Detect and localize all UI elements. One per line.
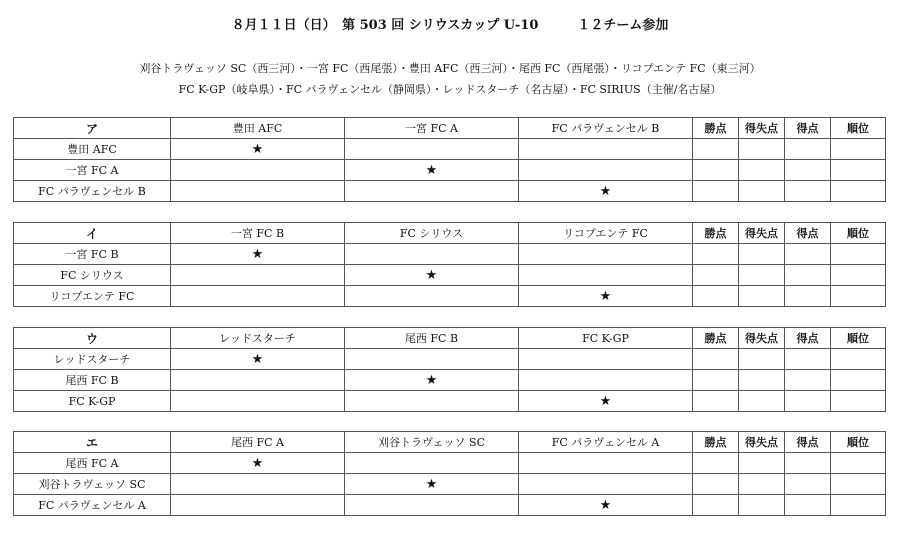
stat-cell — [739, 495, 785, 516]
opponent-column-header: 一宮 FC A — [345, 118, 519, 139]
stat-cell — [693, 286, 739, 307]
stat-column-header: 得点 — [785, 118, 831, 139]
opponent-column-header: FC K-GP — [519, 328, 693, 349]
team-name: 尾西 FC A — [14, 453, 171, 474]
match-result-cell — [171, 265, 345, 286]
match-result-cell — [171, 181, 345, 202]
stat-cell — [785, 495, 831, 516]
match-result-cell — [519, 139, 693, 160]
participating-teams-line-2: FC K-GP（岐阜県）・FC パラヴェンセル（静岡県）・レッドスターチ（名古屋）・FC SIRIUS（主催/名古屋） — [178, 83, 722, 96]
opponent-column-header: FC パラヴェンセル A — [519, 432, 693, 453]
match-result-cell — [345, 181, 519, 202]
match-result-cell — [171, 474, 345, 495]
stat-cell — [831, 244, 886, 265]
table-row — [14, 453, 886, 474]
match-result-cell — [345, 453, 519, 474]
stat-column-header: 順位 — [831, 432, 886, 453]
stat-cell — [785, 139, 831, 160]
opponent-column-header: 尾西 FC A — [171, 432, 345, 453]
stat-column-header: 得点 — [785, 223, 831, 244]
stat-cell — [739, 453, 785, 474]
self-match-star: ★ — [519, 181, 693, 202]
match-result-cell — [171, 286, 345, 307]
opponent-column-header: 刈谷トラヴェッソ SC — [345, 432, 519, 453]
match-result-cell — [519, 160, 693, 181]
table-row — [14, 181, 886, 202]
group-name: ウ — [14, 328, 171, 349]
stat-cell — [693, 139, 739, 160]
stat-cell — [831, 160, 886, 181]
team-name: FC パラヴェンセル A — [14, 495, 171, 516]
opponent-column-header: FC シリウス — [345, 223, 519, 244]
self-match-star: ★ — [171, 349, 345, 370]
stat-cell — [785, 244, 831, 265]
stat-cell — [693, 453, 739, 474]
stat-cell — [831, 286, 886, 307]
match-result-cell — [519, 474, 693, 495]
self-match-star: ★ — [519, 391, 693, 412]
group-table — [13, 327, 886, 412]
match-result-cell — [519, 349, 693, 370]
stat-cell — [693, 160, 739, 181]
match-result-cell — [345, 286, 519, 307]
stat-cell — [785, 265, 831, 286]
stat-column-header: 得点 — [785, 328, 831, 349]
match-result-cell — [171, 495, 345, 516]
table-row — [14, 474, 886, 495]
team-name: FC K-GP — [14, 391, 171, 412]
stat-cell — [693, 370, 739, 391]
stat-cell — [739, 349, 785, 370]
stat-cell — [693, 495, 739, 516]
self-match-star: ★ — [171, 244, 345, 265]
self-match-star: ★ — [171, 453, 345, 474]
self-match-star: ★ — [345, 265, 519, 286]
stat-cell — [739, 139, 785, 160]
participating-teams-line-1: 刈谷トラヴェッソ SC（西三河）・一宮 FC（西尾張）・豊田 AFC（西三河）・尾西 FC（西尾張）・リコプエンテ FC（東三河） — [139, 62, 761, 75]
stat-cell — [831, 495, 886, 516]
match-result-cell — [345, 391, 519, 412]
page-title: ８月１１日（日） 第 503 回 シリウスカップ U-10 １２チーム参加 — [231, 18, 669, 33]
stat-cell — [693, 349, 739, 370]
stat-cell — [785, 286, 831, 307]
table-row — [14, 349, 886, 370]
opponent-column-header: 豊田 AFC — [171, 118, 345, 139]
stat-cell — [831, 370, 886, 391]
stat-cell — [739, 474, 785, 495]
team-name: レッドスターチ — [14, 349, 171, 370]
team-name: FC シリウス — [14, 265, 171, 286]
stat-cell — [831, 453, 886, 474]
stat-column-header: 勝点 — [693, 118, 739, 139]
stat-cell — [831, 181, 886, 202]
stat-cell — [831, 474, 886, 495]
team-name: リコプエンテ FC — [14, 286, 171, 307]
table-row — [14, 495, 886, 516]
group-header-row — [14, 328, 886, 349]
match-result-cell — [345, 244, 519, 265]
stat-cell — [693, 244, 739, 265]
group-table — [13, 431, 886, 516]
stat-cell — [785, 370, 831, 391]
stat-cell — [785, 453, 831, 474]
stat-cell — [785, 474, 831, 495]
match-result-cell — [345, 495, 519, 516]
table-row — [14, 160, 886, 181]
table-row — [14, 244, 886, 265]
stat-column-header: 順位 — [831, 328, 886, 349]
group-header-row — [14, 223, 886, 244]
group-table — [13, 222, 886, 307]
table-row — [14, 391, 886, 412]
table-row — [14, 286, 886, 307]
group-name: イ — [14, 223, 171, 244]
stat-cell — [831, 349, 886, 370]
self-match-star: ★ — [345, 370, 519, 391]
stat-cell — [739, 160, 785, 181]
stat-cell — [739, 370, 785, 391]
match-result-cell — [519, 244, 693, 265]
team-name: 尾西 FC B — [14, 370, 171, 391]
stat-cell — [785, 181, 831, 202]
team-name: 一宮 FC A — [14, 160, 171, 181]
match-result-cell — [171, 160, 345, 181]
stat-cell — [739, 244, 785, 265]
self-match-star: ★ — [345, 474, 519, 495]
stat-column-header: 得失点 — [739, 432, 785, 453]
team-name: FC パラヴェンセル B — [14, 181, 171, 202]
stat-column-header: 得失点 — [739, 118, 785, 139]
group-header-row — [14, 118, 886, 139]
stat-cell — [831, 391, 886, 412]
match-result-cell — [345, 139, 519, 160]
team-name: 一宮 FC B — [14, 244, 171, 265]
table-row — [14, 265, 886, 286]
stat-cell — [693, 391, 739, 412]
opponent-column-header: レッドスターチ — [171, 328, 345, 349]
stat-cell — [739, 391, 785, 412]
group-table — [13, 117, 886, 202]
match-result-cell — [345, 349, 519, 370]
table-row — [14, 370, 886, 391]
stat-column-header: 勝点 — [693, 432, 739, 453]
stat-cell — [739, 181, 785, 202]
table-row — [14, 139, 886, 160]
opponent-column-header: 尾西 FC B — [345, 328, 519, 349]
stat-cell — [739, 265, 785, 286]
stat-column-header: 得失点 — [739, 223, 785, 244]
team-name: 豊田 AFC — [14, 139, 171, 160]
opponent-column-header: FC パラヴェンセル B — [519, 118, 693, 139]
self-match-star: ★ — [345, 160, 519, 181]
match-result-cell — [171, 391, 345, 412]
team-name: 刈谷トラヴェッソ SC — [14, 474, 171, 495]
stat-column-header: 勝点 — [693, 328, 739, 349]
opponent-column-header: リコプエンテ FC — [519, 223, 693, 244]
stat-column-header: 得失点 — [739, 328, 785, 349]
stat-column-header: 勝点 — [693, 223, 739, 244]
self-match-star: ★ — [519, 286, 693, 307]
opponent-column-header: 一宮 FC B — [171, 223, 345, 244]
stat-cell — [831, 139, 886, 160]
self-match-star: ★ — [519, 495, 693, 516]
stat-cell — [785, 349, 831, 370]
stat-cell — [693, 265, 739, 286]
stat-column-header: 順位 — [831, 223, 886, 244]
group-name: エ — [14, 432, 171, 453]
stat-cell — [831, 265, 886, 286]
match-result-cell — [519, 453, 693, 474]
match-result-cell — [171, 370, 345, 391]
stat-cell — [693, 474, 739, 495]
self-match-star: ★ — [171, 139, 345, 160]
stat-cell — [785, 391, 831, 412]
stat-cell — [693, 181, 739, 202]
stat-column-header: 得点 — [785, 432, 831, 453]
group-header-row — [14, 432, 886, 453]
stat-cell — [785, 160, 831, 181]
group-name: ア — [14, 118, 171, 139]
stat-cell — [739, 286, 785, 307]
match-result-cell — [519, 370, 693, 391]
match-result-cell — [519, 265, 693, 286]
stat-column-header: 順位 — [831, 118, 886, 139]
